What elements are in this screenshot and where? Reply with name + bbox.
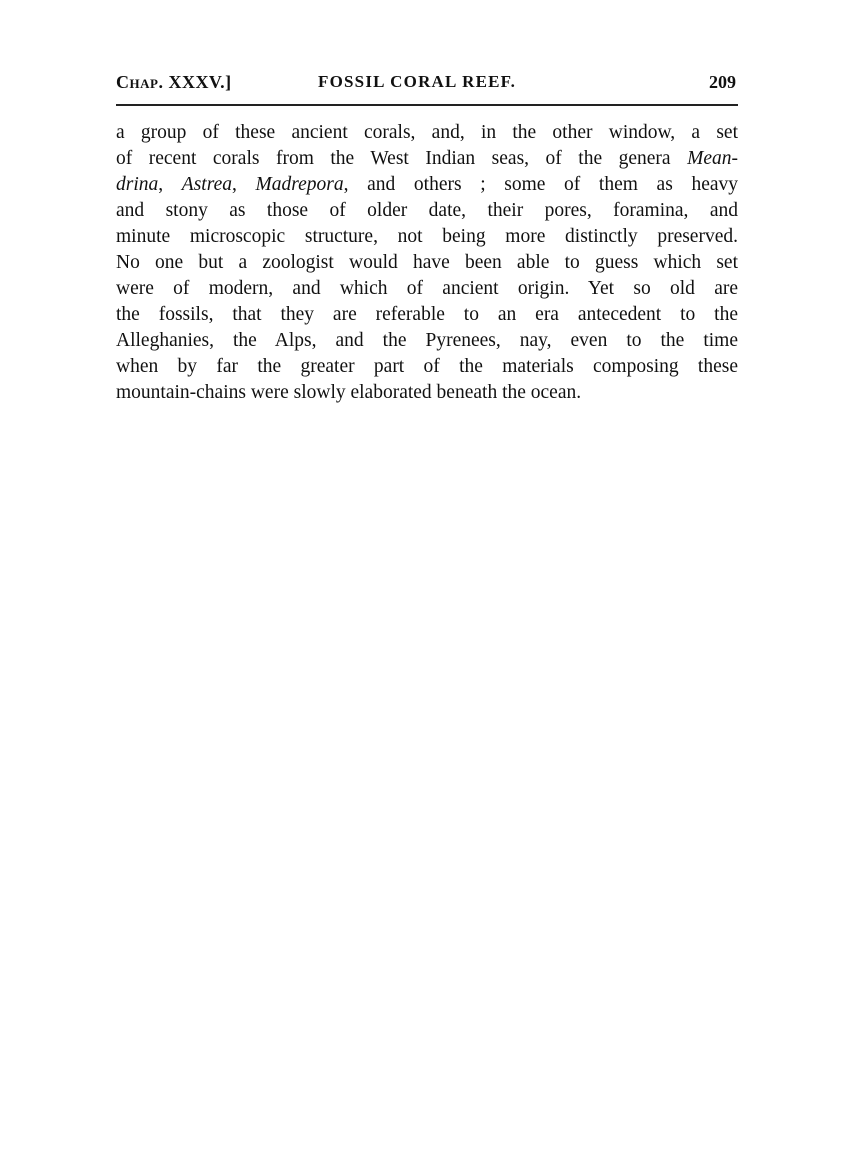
text-segment: Alleghanies, the Alps, and the Pyrenees, nay, even to the time	[116, 330, 738, 351]
chapter-label: Chap. XXXV.]	[116, 72, 232, 92]
text-segment: and stony as those of older date, their pores, foramina, and	[116, 200, 738, 221]
italic-term: Mean-	[687, 148, 738, 169]
running-head	[116, 70, 738, 100]
italic-term: drina	[116, 174, 159, 195]
text-segment: minute microscopic structure, not being more distinctly preserved.	[116, 226, 738, 247]
text-line	[116, 146, 738, 172]
text-line	[116, 354, 738, 380]
page-title: FOSSIL CORAL REEF.	[318, 72, 517, 91]
text-segment: , and others ; some of them as heavy	[343, 174, 738, 195]
header-rule	[116, 104, 738, 106]
text-segment: of recent corals from the West Indian seas, of the genera	[116, 148, 688, 169]
text-line	[116, 276, 738, 302]
text-line	[116, 198, 738, 224]
text-line	[116, 302, 738, 328]
text-segment: when by far the greater part of the materials composing these	[116, 356, 738, 377]
text-line	[116, 328, 738, 354]
text-line	[116, 250, 738, 276]
text-segment: the fossils, that they are referable to an era antecedent to the	[116, 304, 738, 325]
text-line	[116, 172, 738, 198]
body-paragraph	[116, 120, 738, 406]
text-segment: ,	[231, 174, 256, 195]
text-line	[116, 120, 738, 146]
italic-term: Astrea	[181, 174, 232, 195]
page-number: 209	[709, 72, 736, 92]
text-segment: were of modern, and which of ancient origin. Yet so old are	[116, 278, 738, 299]
text-segment: ,	[158, 174, 182, 195]
text-segment: mountain-chains were slowly elaborated beneath the ocean.	[116, 382, 582, 403]
italic-term: Madrepora	[255, 174, 344, 195]
text-line	[116, 224, 738, 250]
text-line	[116, 380, 738, 406]
text-segment: a group of these ancient corals, and, in the other window, a set	[116, 122, 738, 143]
text-segment: No one but a zoologist would have been able to guess which set	[116, 252, 738, 273]
